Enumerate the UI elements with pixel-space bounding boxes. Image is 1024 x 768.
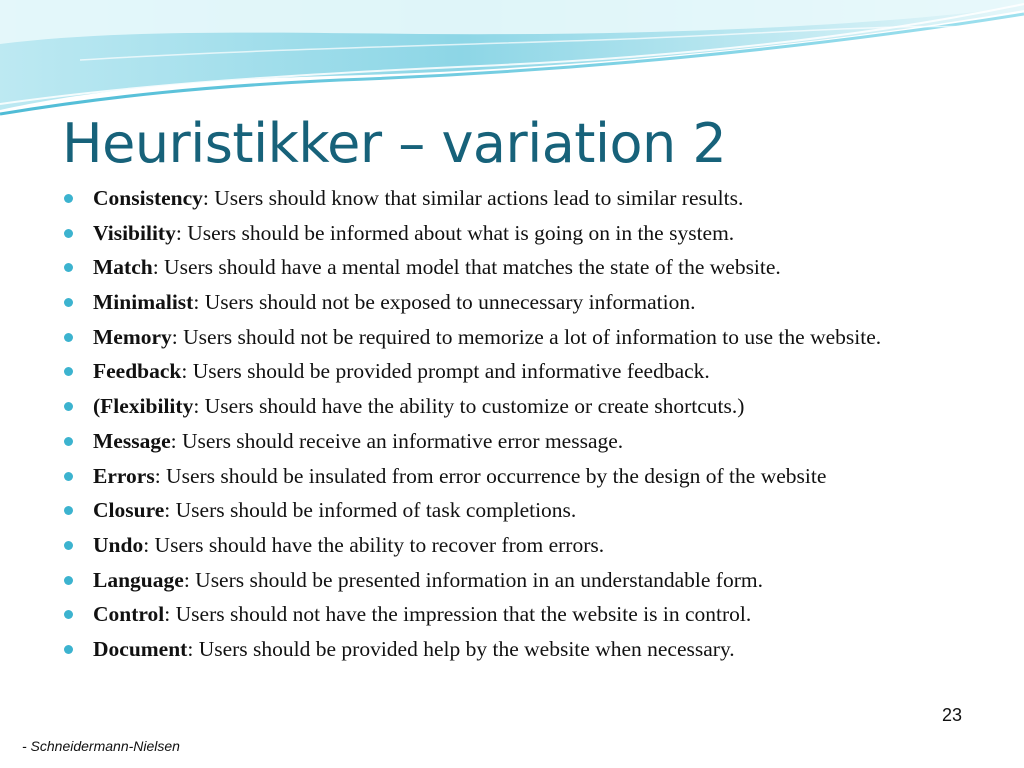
list-item-errors (62, 462, 962, 491)
bullet-term: Closure (93, 498, 165, 523)
bullet-text: : Users should be presented information in an understandable form. (183, 567, 763, 592)
list-item-minimalist (62, 288, 962, 317)
bullet-text: : Users should be provided help by the website when necessary. (187, 636, 735, 661)
list-item-match (62, 253, 962, 282)
list-item-control (62, 600, 962, 629)
bullet-term: Control (93, 602, 165, 627)
bullet-text: : Users should not be exposed to unnecessary information. (193, 290, 696, 315)
list-item-feedback (62, 357, 962, 386)
list-item-flexibility (62, 392, 962, 421)
bullet-text: : Users should have the ability to customize or create shortcuts.) (193, 394, 745, 419)
bullet-text: : Users should know that similar actions lead to similar results. (202, 186, 744, 210)
bullet-term: Minimalist (93, 290, 194, 315)
bullet-term: Consistency (93, 186, 203, 210)
list-item-consistency (62, 184, 962, 213)
bullet-term: Visibility (93, 220, 176, 245)
page-number: 23 (941, 705, 962, 725)
list-item-visibility (62, 219, 962, 248)
list-item-undo (62, 531, 962, 560)
bullet-text: : Users should be informed of task completions. (164, 498, 577, 523)
bullet-term: (Flexibility (93, 394, 194, 419)
bullet-term: Message (93, 428, 171, 453)
bullet-text: : Users should be insulated from error occurrence by the design of the website (154, 463, 827, 488)
source-citation: - Schneidermann-Nielsen (22, 738, 180, 754)
bullet-term: Memory (93, 324, 172, 349)
bullet-text: : Users should have a mental model that matches the state of the website. (152, 255, 781, 280)
list-item-document (62, 635, 962, 664)
list-item-message (62, 427, 962, 456)
bullet-text: : Users should have the ability to recover from errors. (143, 532, 605, 557)
list-item-language (62, 566, 962, 595)
bullet-term: Document (93, 636, 188, 661)
bullet-text: : Users should not be required to memorize a lot of information to use the website. (171, 324, 882, 349)
list-item-memory (62, 323, 962, 352)
bullet-text: : Users should receive an informative error message. (170, 428, 624, 453)
bullet-text: : Users should not have the impression that the website is in control. (164, 602, 752, 627)
bullet-text: : Users should be provided prompt and informative feedback. (181, 359, 710, 384)
bullet-term: Errors (93, 463, 155, 488)
bullet-term: Feedback (93, 359, 182, 384)
heuristics-list (62, 184, 962, 670)
bullet-term: Undo (93, 532, 144, 557)
list-item-closure (62, 496, 962, 525)
bullet-term: Match (93, 255, 153, 280)
bullet-term: Language (93, 567, 184, 592)
slide-title: Heuristikker – variation 2 (62, 112, 727, 175)
bullet-text: : Users should be informed about what is going on in the system. (175, 220, 735, 245)
